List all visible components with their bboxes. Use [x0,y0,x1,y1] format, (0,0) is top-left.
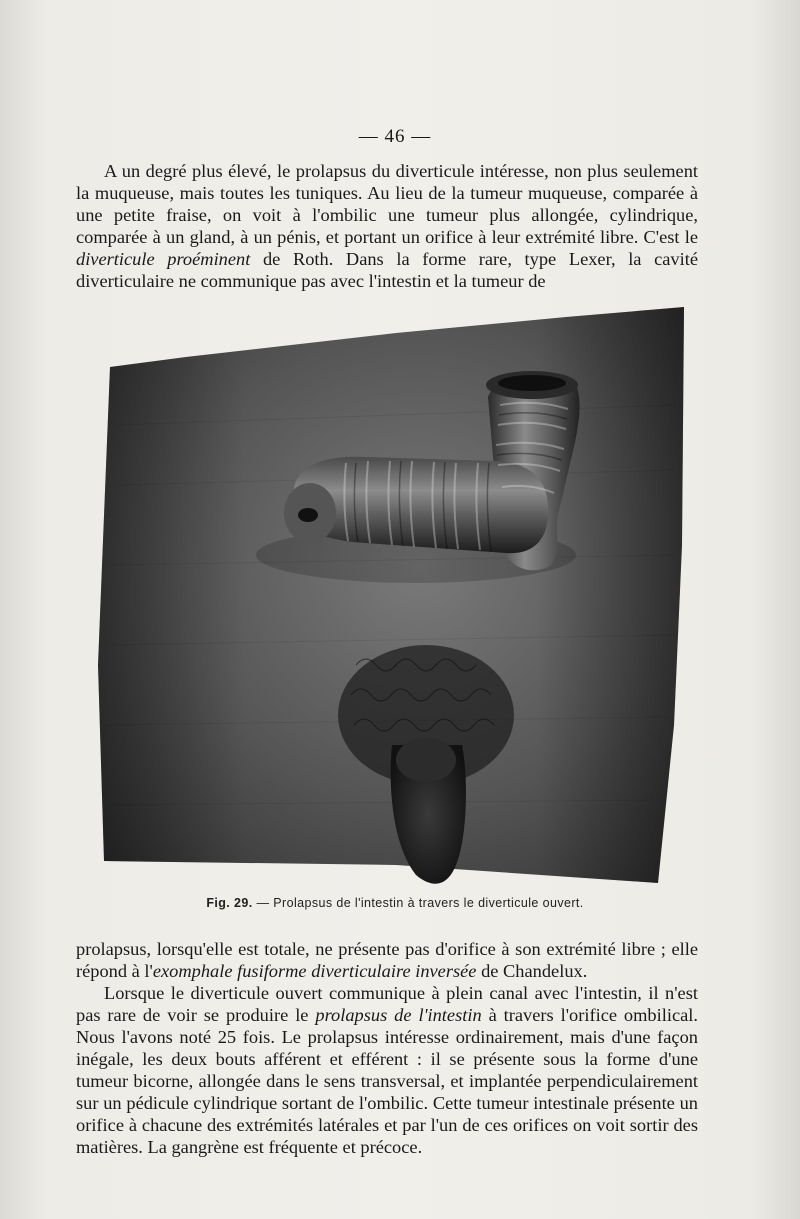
engraving-image [96,305,688,890]
caption-text: — Prolapsus de l'intestin à travers le diverticule ouvert. [252,896,584,910]
page-number: — 46 — [358,126,432,147]
top-paragraph [76,160,698,292]
paragraph-intestin [76,982,698,1158]
figure-label: Fig. 29. [206,896,253,910]
paragraph-diverticule [76,160,698,292]
text-run: prolapsus, lorsqu'elle est totale, ne présente pas d'orifice à son extrémité libre ; elle répond à l' [76,939,698,981]
text-run: à travers l'orifice ombilical. Nous l'avons noté 25 fois. Le prolapsus intéresse ordinairement, mais d'une façon inégale, les deux bouts afférent et efférent : il se présente sous la forme d'une tumeur bicorne, allongée dans le sens transversal, et implantée perpendiculairement sur un pédicule cylindrique sortant de l'ombilic. Cette tumeur intestinale présente un orifice à chacune des extrémités latérales et par l'un de ces orifices on voit sortir des matières. La gangrène est fréquente et précoce. [76,1005,698,1157]
text-run: A un degré plus élevé, le prolapsus du diverticule intéresse, non plus seulement la muqueuse, mais toutes les tuniques. Au lieu de la tumeur muqueuse, comparée à une petite fraise, on voit à l'ombilic une tumeur plus allongée, cylindrique, comparée à un gland, à un pénis, et portant un orifice à leur extrémité libre. C'est le [76,161,698,247]
italic-term: diverticule proéminent [76,249,251,269]
text-run: de Chandelux. [476,961,588,981]
figure-illustration [96,305,688,890]
italic-term: prolapsus de l'intestin [315,1005,482,1025]
bottom-text [76,938,698,1158]
italic-term: exomphale fusiforme diverticulaire inversée [152,961,477,981]
figure-caption [0,896,790,910]
text-run: Lorsque le diverticule ouvert communique à plein canal avec l'intestin, il n'est pas rare de voir se produire le [76,983,698,1025]
text-run: de Roth. Dans la forme rare, type Lexer, la cavité diverticulaire ne communique pas avec l'intestin et la tumeur de [76,249,698,291]
paragraph-prolapsus [76,938,698,982]
